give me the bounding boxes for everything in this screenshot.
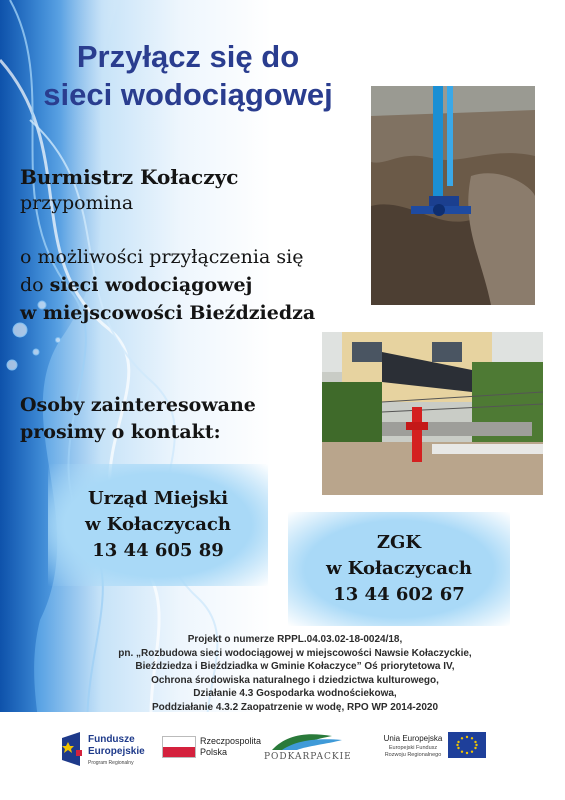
podkarpackie-logo bbox=[262, 730, 362, 766]
rp-name bbox=[200, 736, 261, 758]
ue-sub-line-1: Europejski Fundusz bbox=[388, 745, 438, 751]
fe-line-1: Fundusze bbox=[88, 734, 135, 745]
body-line-1: o możliwości przyłączenia się bbox=[20, 246, 304, 268]
contact-request-line-2: prosimy o kontakt: bbox=[20, 421, 221, 443]
contact-phone: 13 44 602 67 bbox=[333, 584, 465, 605]
podkarpackie-mountains-icon bbox=[262, 730, 352, 752]
funding-logos-bar bbox=[0, 712, 565, 800]
title-line-2: sieci wodociągowej bbox=[43, 77, 333, 112]
project-line: pn. „Rozbudowa sieci wodociągowej w miejscowości Nawsie Kołaczyckie, bbox=[118, 647, 472, 659]
rzeczpospolita-polska-logo bbox=[162, 734, 262, 764]
title-line-1: Przyłącz się do bbox=[76, 39, 300, 74]
contact-box-city-office bbox=[48, 464, 268, 586]
contact-place: w Kołaczycach bbox=[326, 558, 472, 579]
contact-name: ZGK bbox=[376, 532, 422, 553]
contact-request bbox=[20, 392, 256, 446]
eu-flag-icon bbox=[448, 732, 486, 758]
project-line: Projekt o numerze RPPL.04.03.02-18-0024/18, bbox=[187, 634, 403, 645]
ue-sub-line-2: Rozwoju Regionalnego bbox=[384, 752, 442, 758]
polish-flag-icon bbox=[162, 736, 196, 758]
contact-name: Urząd Miejski bbox=[87, 488, 229, 509]
fe-sub: Program Regionalny bbox=[88, 760, 134, 766]
reminds-text: przypomina bbox=[20, 192, 134, 214]
rp-line-2: Polska bbox=[200, 747, 228, 757]
contact-place: w Kołaczycach bbox=[85, 514, 231, 535]
author: Burmistrz Kołaczyc bbox=[20, 165, 239, 189]
contact-box-zgk bbox=[288, 512, 510, 626]
project-line: Działanie 4.3 Gospodarka wodnościekowa, bbox=[193, 688, 397, 699]
project-line: Poddziałanie 4.3.2 Zaopatrzenie w wodę, RPO WP 2014-2020 bbox=[151, 701, 439, 713]
body-line-2-prefix: do bbox=[20, 274, 50, 296]
contact-request-line-1: Osoby zainteresowane bbox=[20, 394, 256, 416]
contact-phone: 13 44 605 89 bbox=[92, 540, 224, 561]
rp-line-1: Rzeczpospolita bbox=[200, 736, 262, 746]
project-line: Ochrona środowiska naturalnego i dziedzictwa kulturowego, bbox=[151, 674, 439, 686]
fe-star-icon bbox=[62, 732, 86, 766]
project-info bbox=[80, 633, 510, 714]
fe-line-2: Europejskie bbox=[88, 746, 145, 757]
fe-name bbox=[88, 734, 145, 758]
fundusze-europejskie-logo bbox=[62, 732, 152, 766]
body-line-2 bbox=[20, 274, 252, 296]
poster-title bbox=[18, 38, 358, 114]
photo-water-pipe-trench bbox=[371, 86, 535, 305]
unia-europejska-logo bbox=[378, 732, 488, 766]
ue-name: Unia Europejska bbox=[383, 734, 443, 743]
photo-water-hydrant bbox=[322, 332, 543, 495]
ue-fund bbox=[378, 745, 448, 759]
body-line-2-bold: sieci wodociągowej bbox=[49, 274, 253, 296]
body-line-3: w miejscowości Bieździedza bbox=[20, 302, 316, 324]
podkarpackie-name: PODKARPACKIE bbox=[264, 752, 352, 762]
project-line: Bieździedza i Bieździadka w Gminie Kołaczyce” Oś priorytetowa IV, bbox=[135, 661, 455, 672]
